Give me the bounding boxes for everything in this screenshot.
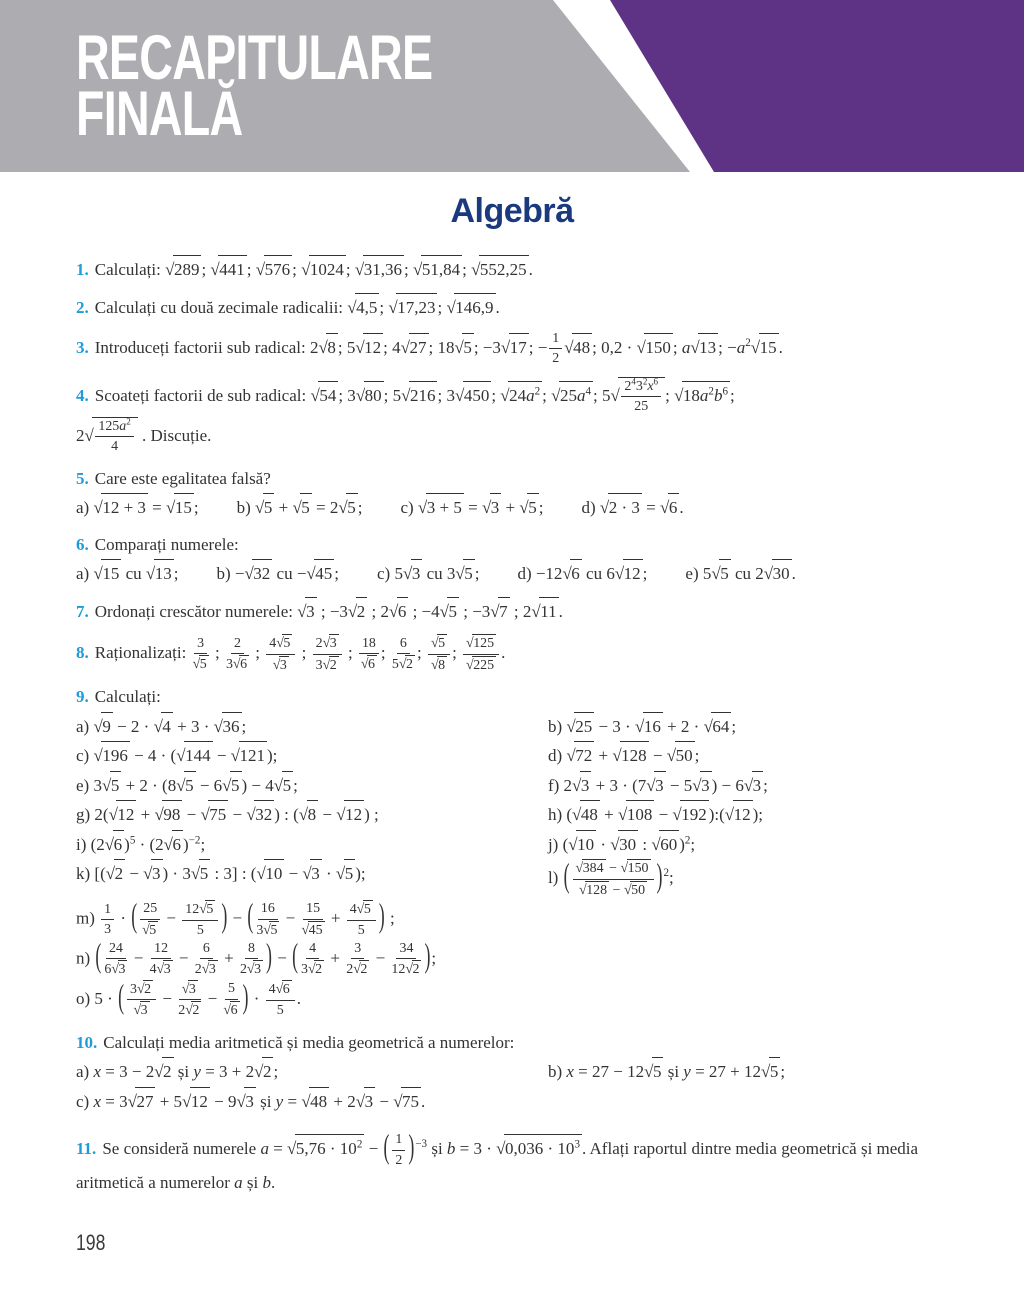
exercise-line <box>76 856 950 899</box>
exercise-item: h) (√48 + √108 − √192 ):(√12 ); <box>548 800 950 829</box>
exercise-number: 2. <box>76 297 89 317</box>
exercise-number: 9. <box>76 687 89 707</box>
exercise-item: b) √25 − 3 · √16 + 2 · √64 ; <box>548 712 950 741</box>
exercise-6 <box>76 531 950 588</box>
exercise-item: a) √9 − 2 · √4 + 3 · √36 ; <box>76 712 548 741</box>
exercise-5 <box>76 465 950 522</box>
chapter-header <box>0 0 1024 172</box>
chapter-title-line1: RECAPITULARE <box>76 23 433 93</box>
exercise-item: k) [(√2 − √3 ) · 3√5 : 3] : (√10 − √3 · √5 ); <box>76 859 548 899</box>
exercise-item: a) √12 + 3 = √15 ; <box>76 493 199 522</box>
exercise-item: e) 5√5 cu 2√30 . <box>685 559 795 588</box>
exercise-line <box>76 712 950 741</box>
exercise-number: 10. <box>76 1032 98 1052</box>
exercise-line: c) x = 3√27 + 5√12 − 9√3 și y = √48 + 2√3 − √75 . <box>76 1087 950 1116</box>
exercise-number: 8. <box>76 643 89 663</box>
exercise-line <box>76 771 950 800</box>
exercise-line: 4. Scoateți factorii de sub radical: √54 ; 3√80 ; 5√216 ; 3√450 ; $√24a^2$ ; $√25a^4$ ; 5√ $\frac{2^43^2x^6}{25}$ ; $√18a^2b^6$ ; <box>76 376 735 415</box>
exercise-line: 2√ $\frac{125a^2}{4}$ . Discuție. <box>76 416 212 455</box>
exercise-number: 3. <box>76 337 89 357</box>
exercise-item: e) 3√5 + 2 · (8√5 − 6√5 ) − 4√5 ; <box>76 771 548 800</box>
exercise-list <box>0 255 1024 1197</box>
chapter-title <box>76 23 433 149</box>
exercise-item: f) 2√3 + 3 · (7√3 − 5√3 ) − 6√3 ; <box>548 771 950 800</box>
exercise-10 <box>76 1029 950 1116</box>
exercise-9 <box>76 683 950 1020</box>
exercise-item: c) 5√3 cu 3√5 ; <box>377 559 479 588</box>
exercise-2 <box>76 293 950 322</box>
exercise-item: j) (√10 · √30 : √60 )$^2$; <box>548 830 950 859</box>
exercise-11 <box>76 1127 950 1196</box>
exercise-line: 6. Comparați numerele: <box>76 534 239 554</box>
exercise-line: n) ( $\frac{24}{6√3}$ − $\frac{12}{4√3}$ − $\frac{6}{2√3}$ + $\frac{8}{2√3}$ ) − ( $\frac{4}{3√2}$ + $\frac{3}{2√2}$ − $\frac{34}{12√2}$ ); <box>76 936 437 978</box>
exercise-3 <box>76 330 950 368</box>
exercise-4 <box>76 377 950 456</box>
exercise-item: d) √72 + √128 − √50 ; <box>548 741 950 770</box>
exercise-line: 11. Se consideră numerele $a = √5,76 \cdot 10^2$ − ( $\frac{1}{2}$ )$^{-3}$ și $b = 3 \cdot √0,036 \cdot 10^3$ . Aflați raportul dintre media geometrică și media aritmetică a numerelor a și b. <box>76 1127 919 1193</box>
exercise-line: 7. Ordonați crescător numerele: √3 ; −3√2 ; 2√6 ; −4√5 ; −3√7 ; 2√11 . <box>76 597 950 626</box>
exercise-number: 1. <box>76 260 89 279</box>
exercise-7 <box>76 597 950 626</box>
exercise-line: 1. Calculați: √289 ; √441 ; √576 ; √1024 ; √31,36 ; √51,84 ; √552,25 . <box>76 255 950 284</box>
exercise-line: m) $\frac{1}{3}$ · ( $\frac{25}{√5}$ − $\frac{12√5}{5}$ ) − ( $\frac{16}{3√5}$ − $\frac{15}{√45}$ + $\frac{4√5}{5}$ ) ; <box>76 896 395 938</box>
exercise-number: 11. <box>76 1139 97 1159</box>
exercise-line <box>76 830 950 859</box>
section-title: Algebră <box>450 192 574 230</box>
exercise-line: 10. Calculați media aritmetică și media geometrică a numerelor: <box>76 1032 515 1052</box>
page-number: 198 <box>76 1230 106 1255</box>
exercise-line: 5. Care este egalitatea falsă? <box>76 468 271 488</box>
exercise-item: c) √3 + 5 = √3 + √5 ; <box>400 493 543 522</box>
exercise-line: 9. Calculați: <box>76 687 161 707</box>
exercise-line: 3. Introduceți factorii sub radical: 2√8 ; 5√12 ; 4√27 ; 18√5 ; −3√17 ; − $\frac{1}{2}$ √48 ; 0,2 · √150 ; a√13 ; $-a^2√15$ . <box>76 331 783 367</box>
exercise-8 <box>76 634 950 674</box>
exercise-1 <box>76 255 950 284</box>
exercise-item: a) √15 cu √13 ; <box>76 559 178 588</box>
exercise-item: b) −√32 cu −√45 ; <box>216 559 339 588</box>
exercise-line: 2. Calculați cu două zecimale radicalii: √4,5 ; √17,23 ; √146,9 . <box>76 293 950 322</box>
exercise-line: o) 5 · ( $\frac{3√2}{√3}$ − $\frac{√3}{2√2}$ − $\frac{5}{√6}$ ) · $\frac{4√6}{5}$ . <box>76 976 301 1019</box>
exercise-item: i) (2√6 )$^5$ · (2√6 )$^{-2}$; <box>76 830 548 859</box>
exercise-line <box>76 741 950 770</box>
exercise-item: d) −12√6 cu 6√12 ; <box>517 559 647 588</box>
exercise-line <box>76 1057 950 1086</box>
exercise-item: b) √5 + √5 = 2√5 ; <box>237 493 363 522</box>
exercise-number: 6. <box>76 534 89 554</box>
exercise-item: b) x = 27 − 12√5 și y = 27 + 12√5 ; <box>548 1057 950 1086</box>
exercise-number: 7. <box>76 601 89 621</box>
exercise-line <box>76 559 950 588</box>
exercise-item: c) √196 − 4 · (√144 − √121 ); <box>76 741 548 770</box>
exercise-line <box>76 493 950 522</box>
exercise-item: g) 2(√12 + √98 − √75 − √32 ) : (√8 − √12 ) ; <box>76 800 548 829</box>
exercise-line <box>76 800 950 829</box>
exercise-item: a) x = 3 − 2√2 și y = 3 + 2√2 ; <box>76 1057 548 1086</box>
exercise-line: 8. Raționalizați: $\frac{3}{√5}$ ; $\frac{2}{3√6}$ ; $\frac{4√5}{√3}$ ; $\frac{2√3}{3√2}$ ; $\frac{18}{√6}$ ; $\frac{6}{5√2}$ ; $\frac{√5}{√8}$ ; $\frac{√125}{√225}$ . <box>76 635 506 673</box>
exercise-item: l) ( $\frac{√384 - √150}{√128 - √50}$ )$^2$; <box>547 856 674 898</box>
exercise-number: 5. <box>76 468 89 488</box>
exercise-number: 4. <box>76 385 89 405</box>
chapter-title-line2: FINALĂ <box>76 79 243 149</box>
exercise-item: d) √2 · 3 = √6 . <box>581 493 683 522</box>
